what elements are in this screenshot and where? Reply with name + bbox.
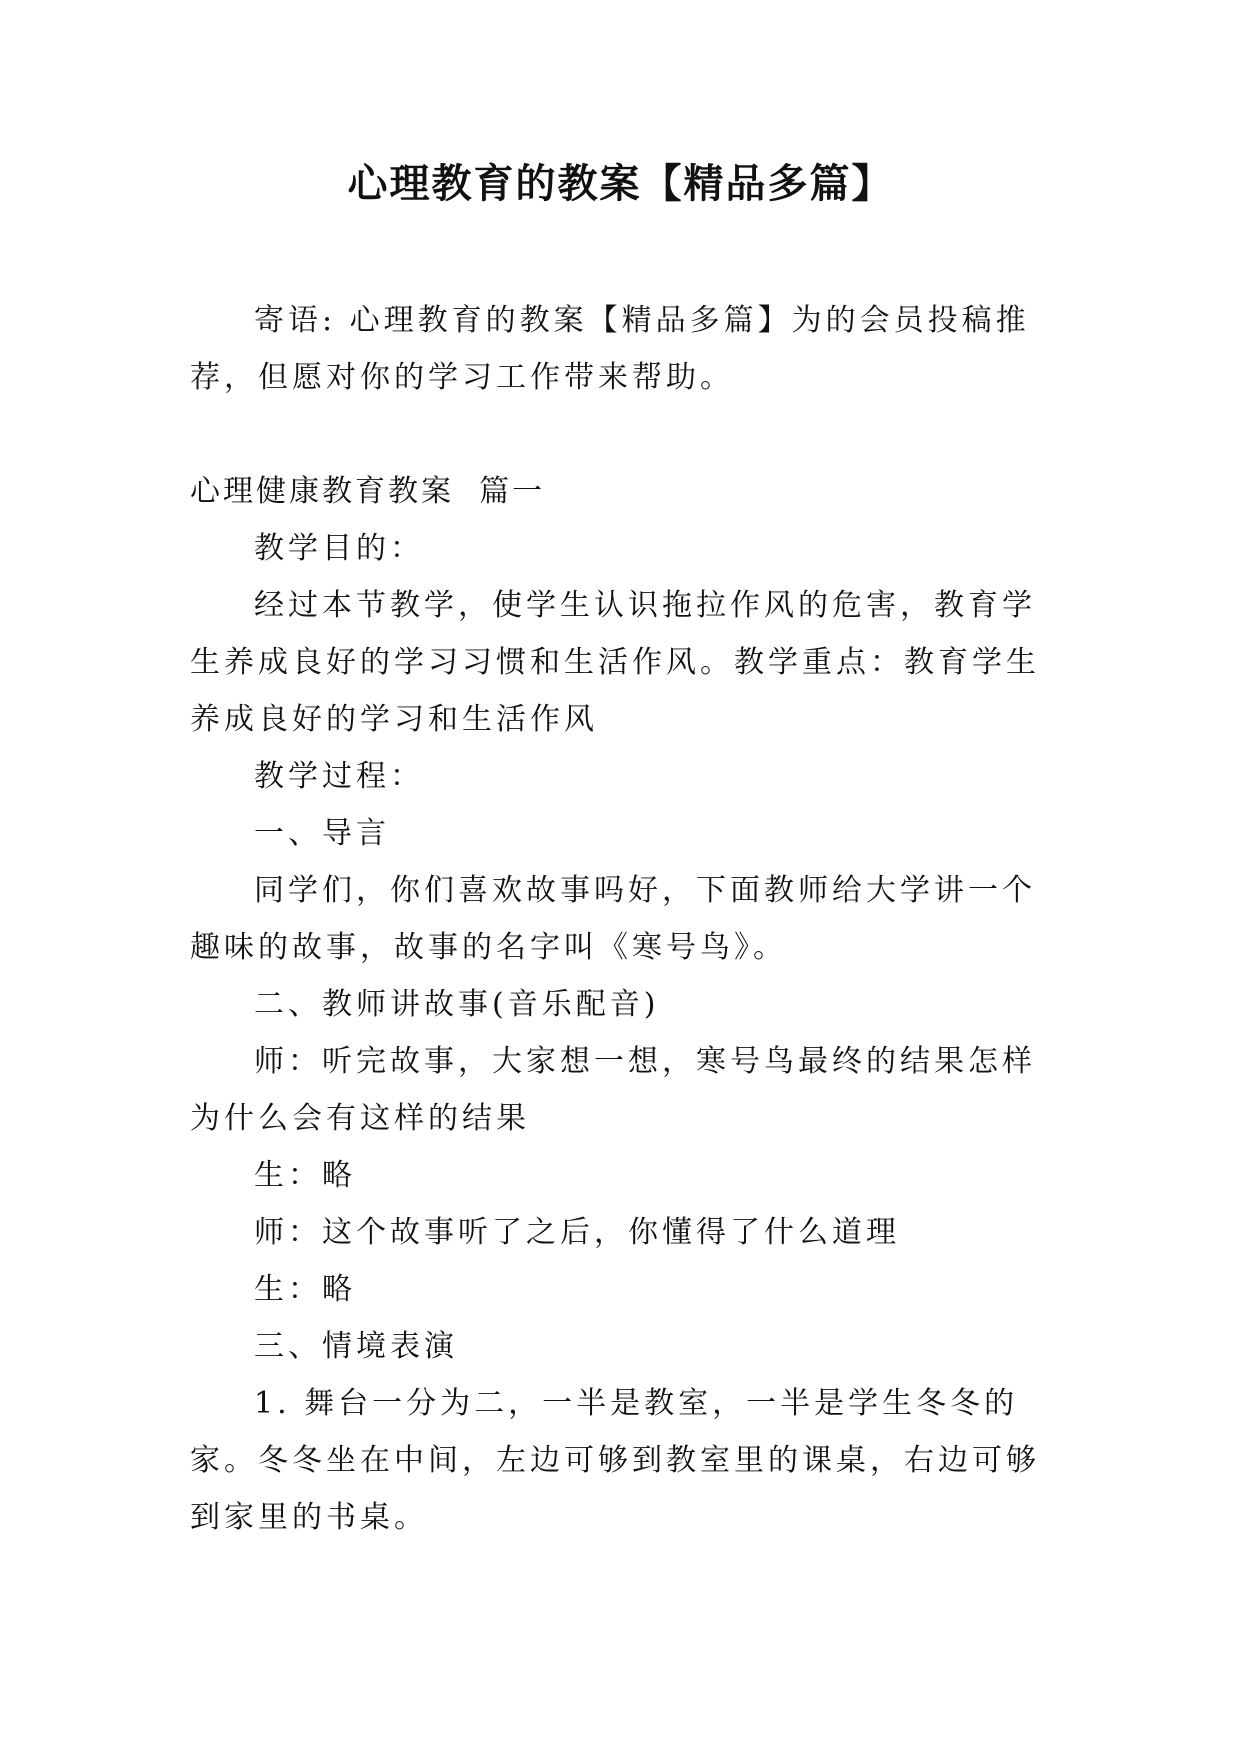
paragraph: 1. 舞台一分为二，一半是教室，一半是学生冬冬的家。冬冬坐在中间，左边可够到教室里的课桌，右边可够到家里的书桌。 (190, 1386, 1040, 1535)
paragraph: 二、教师讲故事(音乐配音) (254, 987, 660, 1022)
paragraph: 教学目的： (254, 531, 424, 566)
paragraph: 经过本节教学，使学生认识拖拉作风的危害，教育学生养成良好的学习习惯和生活作风。教学重点：教育学生养成良好的学习和生活作风 (190, 588, 1040, 737)
paragraph: 三、情境表演 (254, 1329, 458, 1364)
preface-paragraph: 寄语: 心理教育的教案【精品多篇】为的会员投稿推荐，但愿对你的学习工作带来帮助。 (190, 303, 1030, 395)
paragraph: 师：听完故事，大家想一想，寒号鸟最终的结果怎样为什么会有这样的结果 (190, 1044, 1036, 1136)
document-body (190, 292, 1050, 1546)
paragraph: 师：这个故事听了之后，你懂得了什么道理 (254, 1215, 900, 1250)
document-title: 心理教育的教案【精品多篇】 (347, 161, 894, 207)
paragraph: 生：略 (254, 1158, 356, 1193)
section-heading: 心理健康教育教案 篇一 (190, 474, 546, 509)
paragraph: 同学们，你们喜欢故事吗好，下面教师给大学讲一个趣味的故事，故事的名字叫《寒号鸟》。 (190, 873, 1036, 965)
paragraph: 生：略 (254, 1272, 356, 1307)
paragraph: 一、导言 (254, 816, 390, 851)
paragraph: 教学过程： (254, 759, 424, 794)
